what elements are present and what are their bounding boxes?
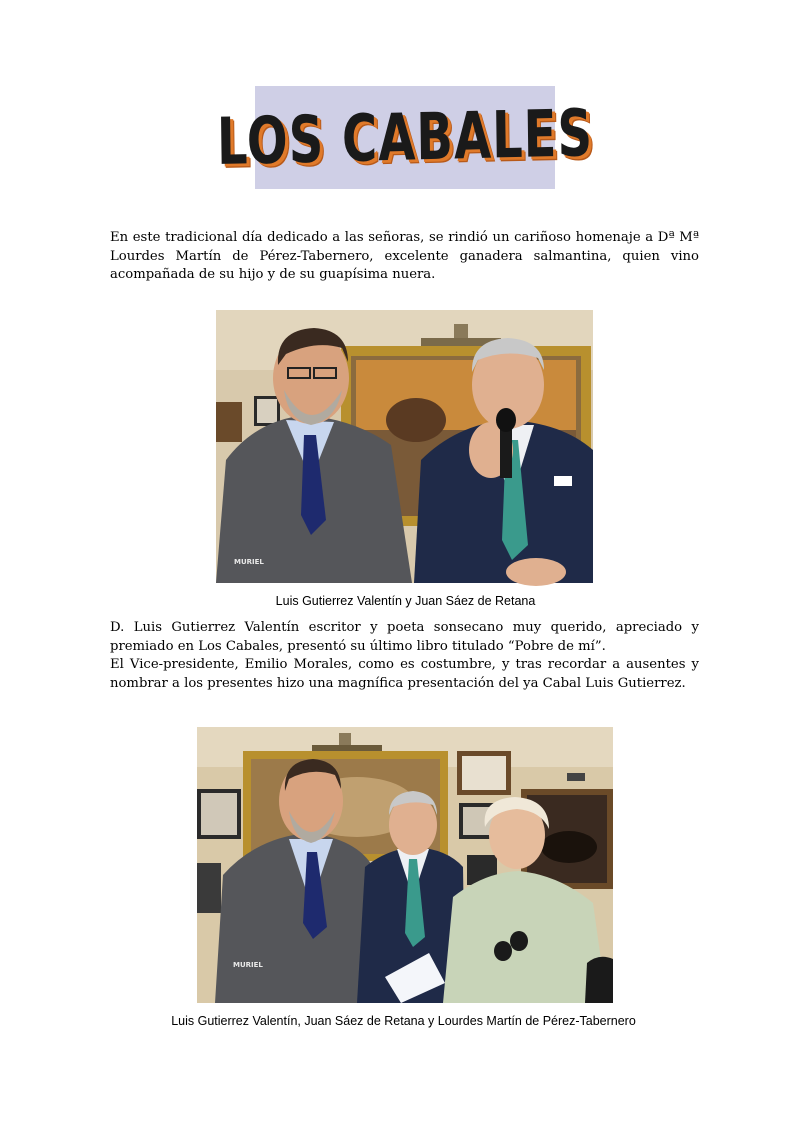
caption-photo-1: Luis Gutierrez Valentín y Juan Sáez de Retana — [275, 594, 536, 608]
caption-photo-2: Luis Gutierrez Valentín, Juan Sáez de Retana y Lourdes Martín de Pérez-Tabernero — [171, 1014, 636, 1028]
book-presentation-paragraph — [110, 619, 699, 693]
logo-text: LOS CABALES — [216, 95, 594, 180]
photo-three-people — [197, 727, 613, 1003]
los-cabales-logo — [216, 86, 594, 189]
paragraph-line-2: El Vice-presidente, Emilio Morales, como es costumbre, y tras recordar a ausentes y nombrar a los presentes hizo una magnífica presentación del ya Cabal Luis Gutierrez. — [110, 657, 699, 691]
watermark-2: MURIEL — [233, 961, 263, 969]
intro-paragraph: En este tradicional día dedicado a las señoras, se rindió un cariñoso homenaje a Dª Mª Lourdes Martín de Pérez-Tabernero, excelente ganadera salmantina, quien vino acompañada de su hijo y de su guapísima nuera. — [110, 230, 699, 282]
photo-two-men — [216, 310, 593, 583]
watermark-1: MURIEL — [234, 558, 264, 566]
paragraph-line-1: D. Luis Gutierrez Valentín escritor y poeta sonsecano muy querido, apreciado y premiado en Los Cabales, presentó su último libro titulado “Pobre de mí”. — [110, 620, 699, 654]
